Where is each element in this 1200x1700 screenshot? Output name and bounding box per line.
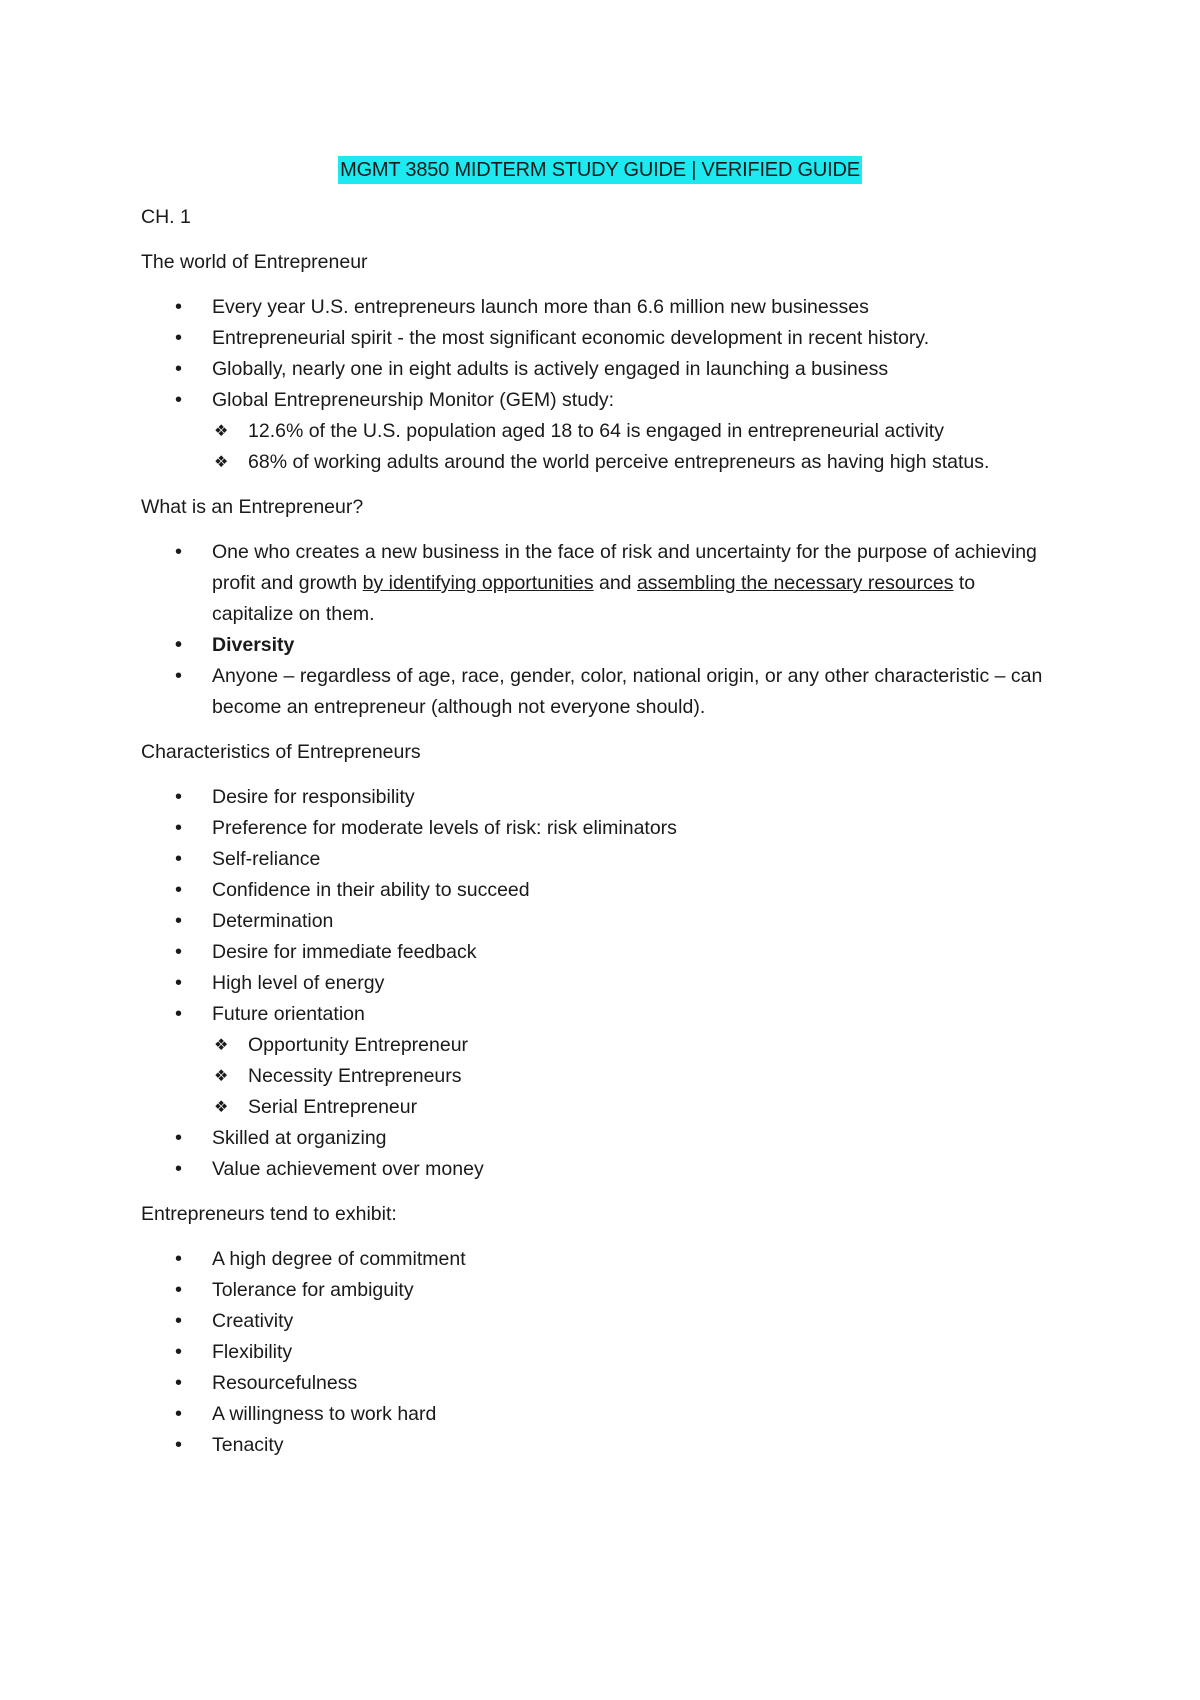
list-item: • Desire for responsibility bbox=[141, 782, 1061, 813]
section-heading-what-is: What is an Entrepreneur? bbox=[141, 496, 364, 518]
section-heading-characteristics: Characteristics of Entrepreneurs bbox=[141, 741, 421, 763]
list-item: • A willingness to work hard bbox=[141, 1399, 1061, 1430]
list-item: • A high degree of commitment bbox=[141, 1244, 1061, 1275]
list-item: • Self-reliance bbox=[141, 844, 1061, 875]
list-item: • Determination bbox=[141, 906, 1061, 937]
section-heading-world: The world of Entrepreneur bbox=[141, 251, 368, 273]
list-item: • Entrepreneurial spirit - the most significant economic development in recent history. bbox=[141, 323, 1061, 354]
definition-text-2: and bbox=[593, 572, 637, 594]
definition-text-1: One who creates a new business in the face of risk and uncertainty for the purpose of achieving profit and growth bbox=[212, 541, 1037, 594]
list-item-future bbox=[141, 999, 1061, 1123]
section-heading-exhibit: Entrepreneurs tend to exhibit: bbox=[141, 1203, 397, 1225]
list-item: • Preference for moderate levels of risk: risk eliminators bbox=[141, 813, 1061, 844]
list-item: • Creativity bbox=[141, 1306, 1061, 1337]
list-item: • Resourcefulness bbox=[141, 1368, 1061, 1399]
list-item: • Globally, nearly one in eight adults is actively engaged in launching a business bbox=[141, 354, 1061, 385]
list-item: • Every year U.S. entrepreneurs launch more than 6.6 million new businesses bbox=[141, 292, 1061, 323]
list-item: • Value achievement over money bbox=[141, 1154, 1061, 1185]
diversity-item: • Diversity bbox=[141, 630, 1061, 661]
exhibit-list bbox=[141, 1244, 1061, 1461]
definition-list bbox=[141, 537, 1061, 723]
entrepreneur-types-sublist bbox=[212, 1030, 1061, 1123]
definition-underline-2: assembling the necessary resources bbox=[636, 572, 954, 594]
sub-list-item: ❖ Necessity Entrepreneurs bbox=[212, 1061, 1061, 1092]
document-body bbox=[141, 202, 1061, 1475]
definition-underline-1: by identifying opportunities bbox=[362, 572, 594, 594]
sub-list-item: ❖ 68% of working adults around the world perceive entrepreneurs as having high status. bbox=[212, 447, 1061, 478]
list-item: • Confidence in their ability to succeed bbox=[141, 875, 1061, 906]
list-item: • Desire for immediate feedback bbox=[141, 937, 1061, 968]
definition-text-3: to capitalize on them. bbox=[212, 572, 976, 625]
list-item-gem bbox=[141, 385, 1061, 478]
list-item: • Tolerance for ambiguity bbox=[141, 1275, 1061, 1306]
sub-list-item: ❖ Serial Entrepreneur bbox=[212, 1092, 1061, 1123]
title-container bbox=[0, 156, 1200, 184]
list-item: • Tenacity bbox=[141, 1430, 1061, 1461]
definition-item bbox=[141, 537, 1061, 630]
list-item: • High level of energy bbox=[141, 968, 1061, 999]
gem-sublist bbox=[212, 416, 1061, 478]
list-item-text: Global Entrepreneurship Monitor (GEM) study: bbox=[212, 389, 615, 411]
sub-list-item: ❖ Opportunity Entrepreneur bbox=[212, 1030, 1061, 1061]
list-item: • Skilled at organizing bbox=[141, 1123, 1061, 1154]
sub-list-item: ❖ 12.6% of the U.S. population aged 18 to 64 is engaged in entrepreneurial activity bbox=[212, 416, 1061, 447]
chapter-label: CH. 1 bbox=[141, 206, 191, 228]
list-item: • Flexibility bbox=[141, 1337, 1061, 1368]
document-title: MGMT 3850 MIDTERM STUDY GUIDE | VERIFIED GUIDE bbox=[338, 156, 862, 184]
list-item-text: Future orientation bbox=[212, 1003, 365, 1025]
characteristics-list bbox=[141, 782, 1061, 1185]
world-list bbox=[141, 292, 1061, 478]
anyone-item: • Anyone – regardless of age, race, gender, color, national origin, or any other characteristic – can become an entrepreneur (although not everyone should). bbox=[141, 661, 1061, 723]
